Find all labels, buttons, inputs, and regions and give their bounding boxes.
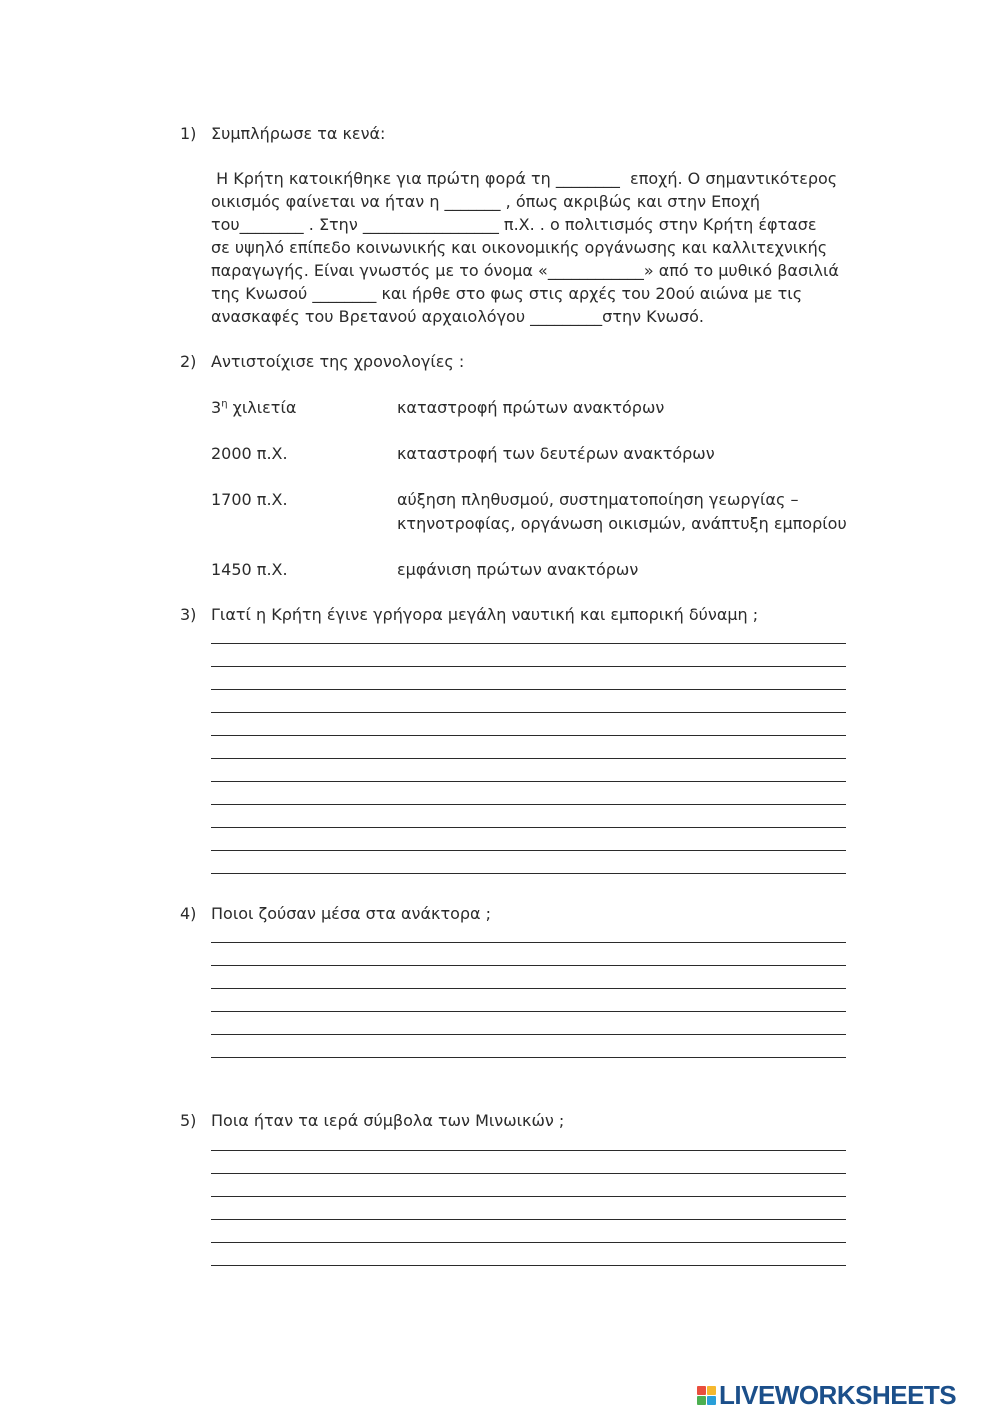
answer-line[interactable] [211,873,846,874]
answer-line[interactable] [211,804,846,805]
answer-line[interactable] [211,1034,846,1035]
question-5-title [180,1111,564,1131]
logo-tile [697,1396,706,1405]
answer-line[interactable] [211,988,846,989]
question-5-number: 5) [180,1111,197,1130]
question-3-number: 3) [180,605,197,624]
match-date-3: 1700 π.Χ. [211,490,288,509]
paragraph-line: Η Κρήτη κατοικήθηκε για πρώτη φορά τη ________ εποχή. Ο σημαντικότερος [211,169,838,188]
question-1-title [180,124,385,144]
match-date-1: $3^\eta$ χιλιετία [211,398,297,417]
liveworksheets-logo [697,1380,956,1410]
answer-line[interactable] [211,1265,846,1266]
answer-line[interactable] [211,758,846,759]
paragraph-line: ανασκαφές του Βρετανού αρχαιολόγου _________στην Κνωσό. [211,307,704,326]
logo-text: LIVEWORKSHEETS [719,1380,957,1410]
answer-line[interactable] [211,735,846,736]
answer-line[interactable] [211,1242,846,1243]
answer-line[interactable] [211,1057,846,1058]
question-1-number: 1) [180,124,197,143]
question-2-title [180,352,464,372]
question-3-text: Γιατί η Κρήτη έγινε γρήγορα μεγάλη ναυτική και εμπορική δύναμη ; [211,605,759,624]
match-desc-2: καταστροφή των δευτέρων ανακτόρων [397,444,715,463]
answer-line[interactable] [211,643,846,644]
answer-line[interactable] [211,942,846,943]
superscript: η [221,398,228,410]
logo-tiles-icon [697,1386,716,1405]
answer-line[interactable] [211,1150,846,1151]
question-2-text: Αντιστοίχισε της χρονολογίες : [211,352,465,371]
logo-tile [697,1386,706,1395]
answer-line[interactable] [211,850,846,851]
question-3-title [180,605,758,625]
answer-line[interactable] [211,827,846,828]
question-1-text: Συμπλήρωσε τα κενά: [211,124,386,143]
match-date-2: 2000 π.Χ. [211,444,288,463]
paragraph-line: της Κνωσού ________ και ήρθε στο φως στις αρχές του 20ού αιώνα με τις [211,284,803,303]
logo-tile [707,1396,716,1405]
paragraph-line: του________ . Στην _________________ π.Χ. . ο πολιτισμός στην Κρήτη έφτασε [211,215,817,234]
logo-tile [707,1386,716,1395]
paragraph-line: οικισμός φαίνεται να ήταν η _______ , όπως ακριβώς και στην Εποχή [211,192,761,211]
answer-line[interactable] [211,1196,846,1197]
answer-line[interactable] [211,781,846,782]
answer-line[interactable] [211,689,846,690]
paragraph-line: παραγωγής. Είναι γνωστός με το όνομα «____________» από το μυθικό βασιλιά [211,261,839,280]
match-desc-4: εμφάνιση πρώτων ανακτόρων [397,560,639,579]
answer-line[interactable] [211,712,846,713]
question-4-text: Ποιοι ζούσαν μέσα στα ανάκτορα ; [211,904,492,923]
question-1-paragraph [211,167,851,328]
answer-line[interactable] [211,965,846,966]
question-4-title [180,904,491,924]
question-2-number: 2) [180,352,197,371]
answer-line[interactable] [211,1011,846,1012]
paragraph-line: σε υψηλό επίπεδο κοινωνικής και οικονομικής οργάνωσης και καλλιτεχνικής [211,238,828,257]
question-4-number: 4) [180,904,197,923]
answer-line[interactable] [211,1173,846,1174]
question-5-text: Ποια ήταν τα ιερά σύμβολα των Μινωικών ; [211,1111,565,1130]
match-desc-1: καταστροφή πρώτων ανακτόρων [397,398,665,417]
answer-line[interactable] [211,666,846,667]
match-desc-3: αύξηση πληθυσμού, συστηματοποίηση γεωργίας – κτηνοτροφίας, οργάνωση οικισμών, ανάπτυξη εμπορίου [397,490,847,533]
answer-line[interactable] [211,1219,846,1220]
match-date-4: 1450 π.Χ. [211,560,288,579]
